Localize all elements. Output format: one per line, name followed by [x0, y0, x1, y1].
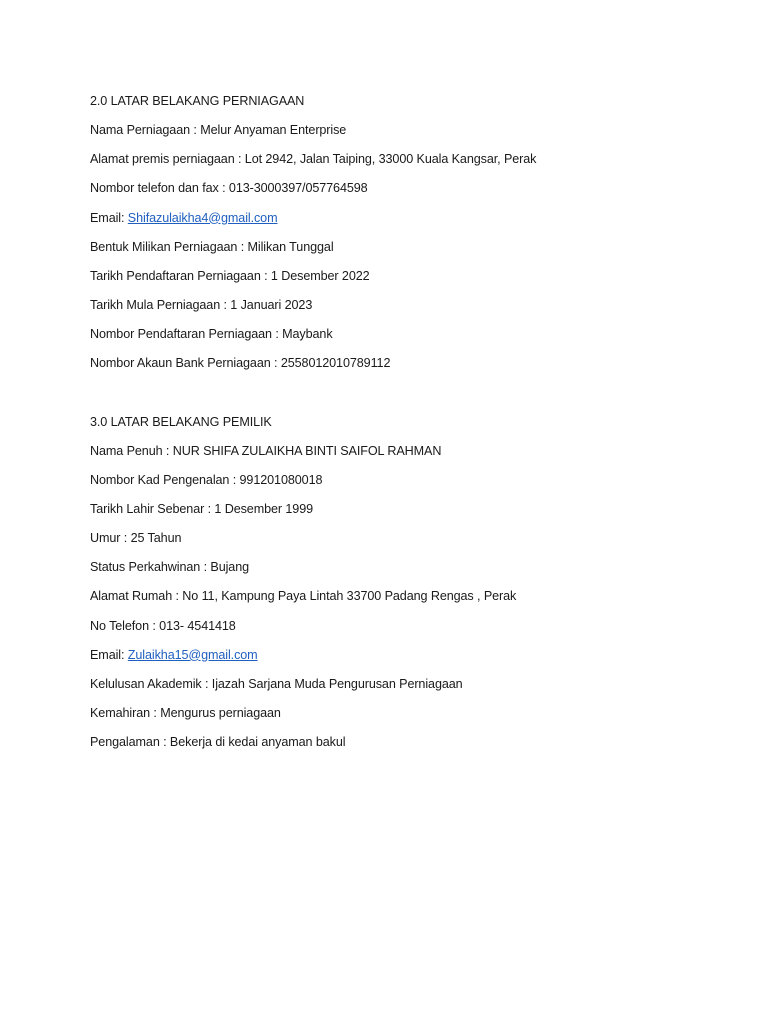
business-bank-account: Nombor Akaun Bank Perniagaan : 2558012010789112: [90, 356, 391, 371]
business-start-date: Tarikh Mula Perniagaan : 1 Januari 2023: [90, 297, 313, 312]
owner-birth-date: Tarikh Lahir Sebenar : 1 Desember 1999: [90, 501, 314, 516]
owner-education: Kelulusan Akademik : Ijazah Sarjana Muda Pengurusan Perniagaan: [90, 676, 463, 691]
owner-email-line: [90, 647, 710, 664]
owner-full-name: Nama Penuh : NUR SHIFA ZULAIKHA BINTI SAIFOL RAHMAN: [90, 443, 442, 458]
owner-email-label: Email:: [90, 647, 128, 662]
owner-home-address: Alamat Rumah : No 11, Kampung Paya Lintah 33700 Padang Rengas , Perak: [90, 589, 517, 604]
owner-phone: No Telefon : 013- 4541418: [90, 618, 236, 633]
business-registration-date: Tarikh Pendaftaran Perniagaan : 1 Desember 2022: [90, 268, 370, 283]
owner-marital-status: Status Perkahwinan : Bujang: [90, 560, 250, 575]
document-content: [90, 93, 710, 763]
owner-age: Umur : 25 Tahun: [90, 531, 182, 546]
business-email-label: Email:: [90, 210, 128, 225]
section-heading-owner: 3.0 LATAR BELAKANG PEMILIK: [90, 414, 272, 429]
owner-ic-number: Nombor Kad Pengenalan : 991201080018: [90, 472, 323, 487]
section-heading-business: 2.0 LATAR BELAKANG PERNIAGAAN: [90, 94, 305, 108]
section-spacer: [90, 384, 710, 413]
business-email-line: [90, 210, 710, 227]
business-ownership-type: Bentuk Milikan Perniagaan : Milikan Tunggal: [90, 239, 334, 254]
business-email-link[interactable]: Shifazulaikha4@gmail.com: [127, 210, 278, 225]
business-registration-number: Nombor Pendaftaran Perniagaan : Maybank: [90, 327, 333, 342]
owner-email-link[interactable]: Zulaikha15@gmail.com: [127, 647, 258, 662]
business-address: Alamat premis perniagaan : Lot 2942, Jalan Taiping, 33000 Kuala Kangsar, Perak: [90, 152, 537, 167]
business-phone-fax: Nombor telefon dan fax : 013-3000397/057764598: [90, 181, 368, 196]
business-name: Nama Perniagaan : Melur Anyaman Enterprise: [90, 123, 347, 138]
owner-experience: Pengalaman : Bekerja di kedai anyaman bakul: [90, 735, 346, 750]
owner-skills: Kemahiran : Mengurus perniagaan: [90, 705, 281, 720]
